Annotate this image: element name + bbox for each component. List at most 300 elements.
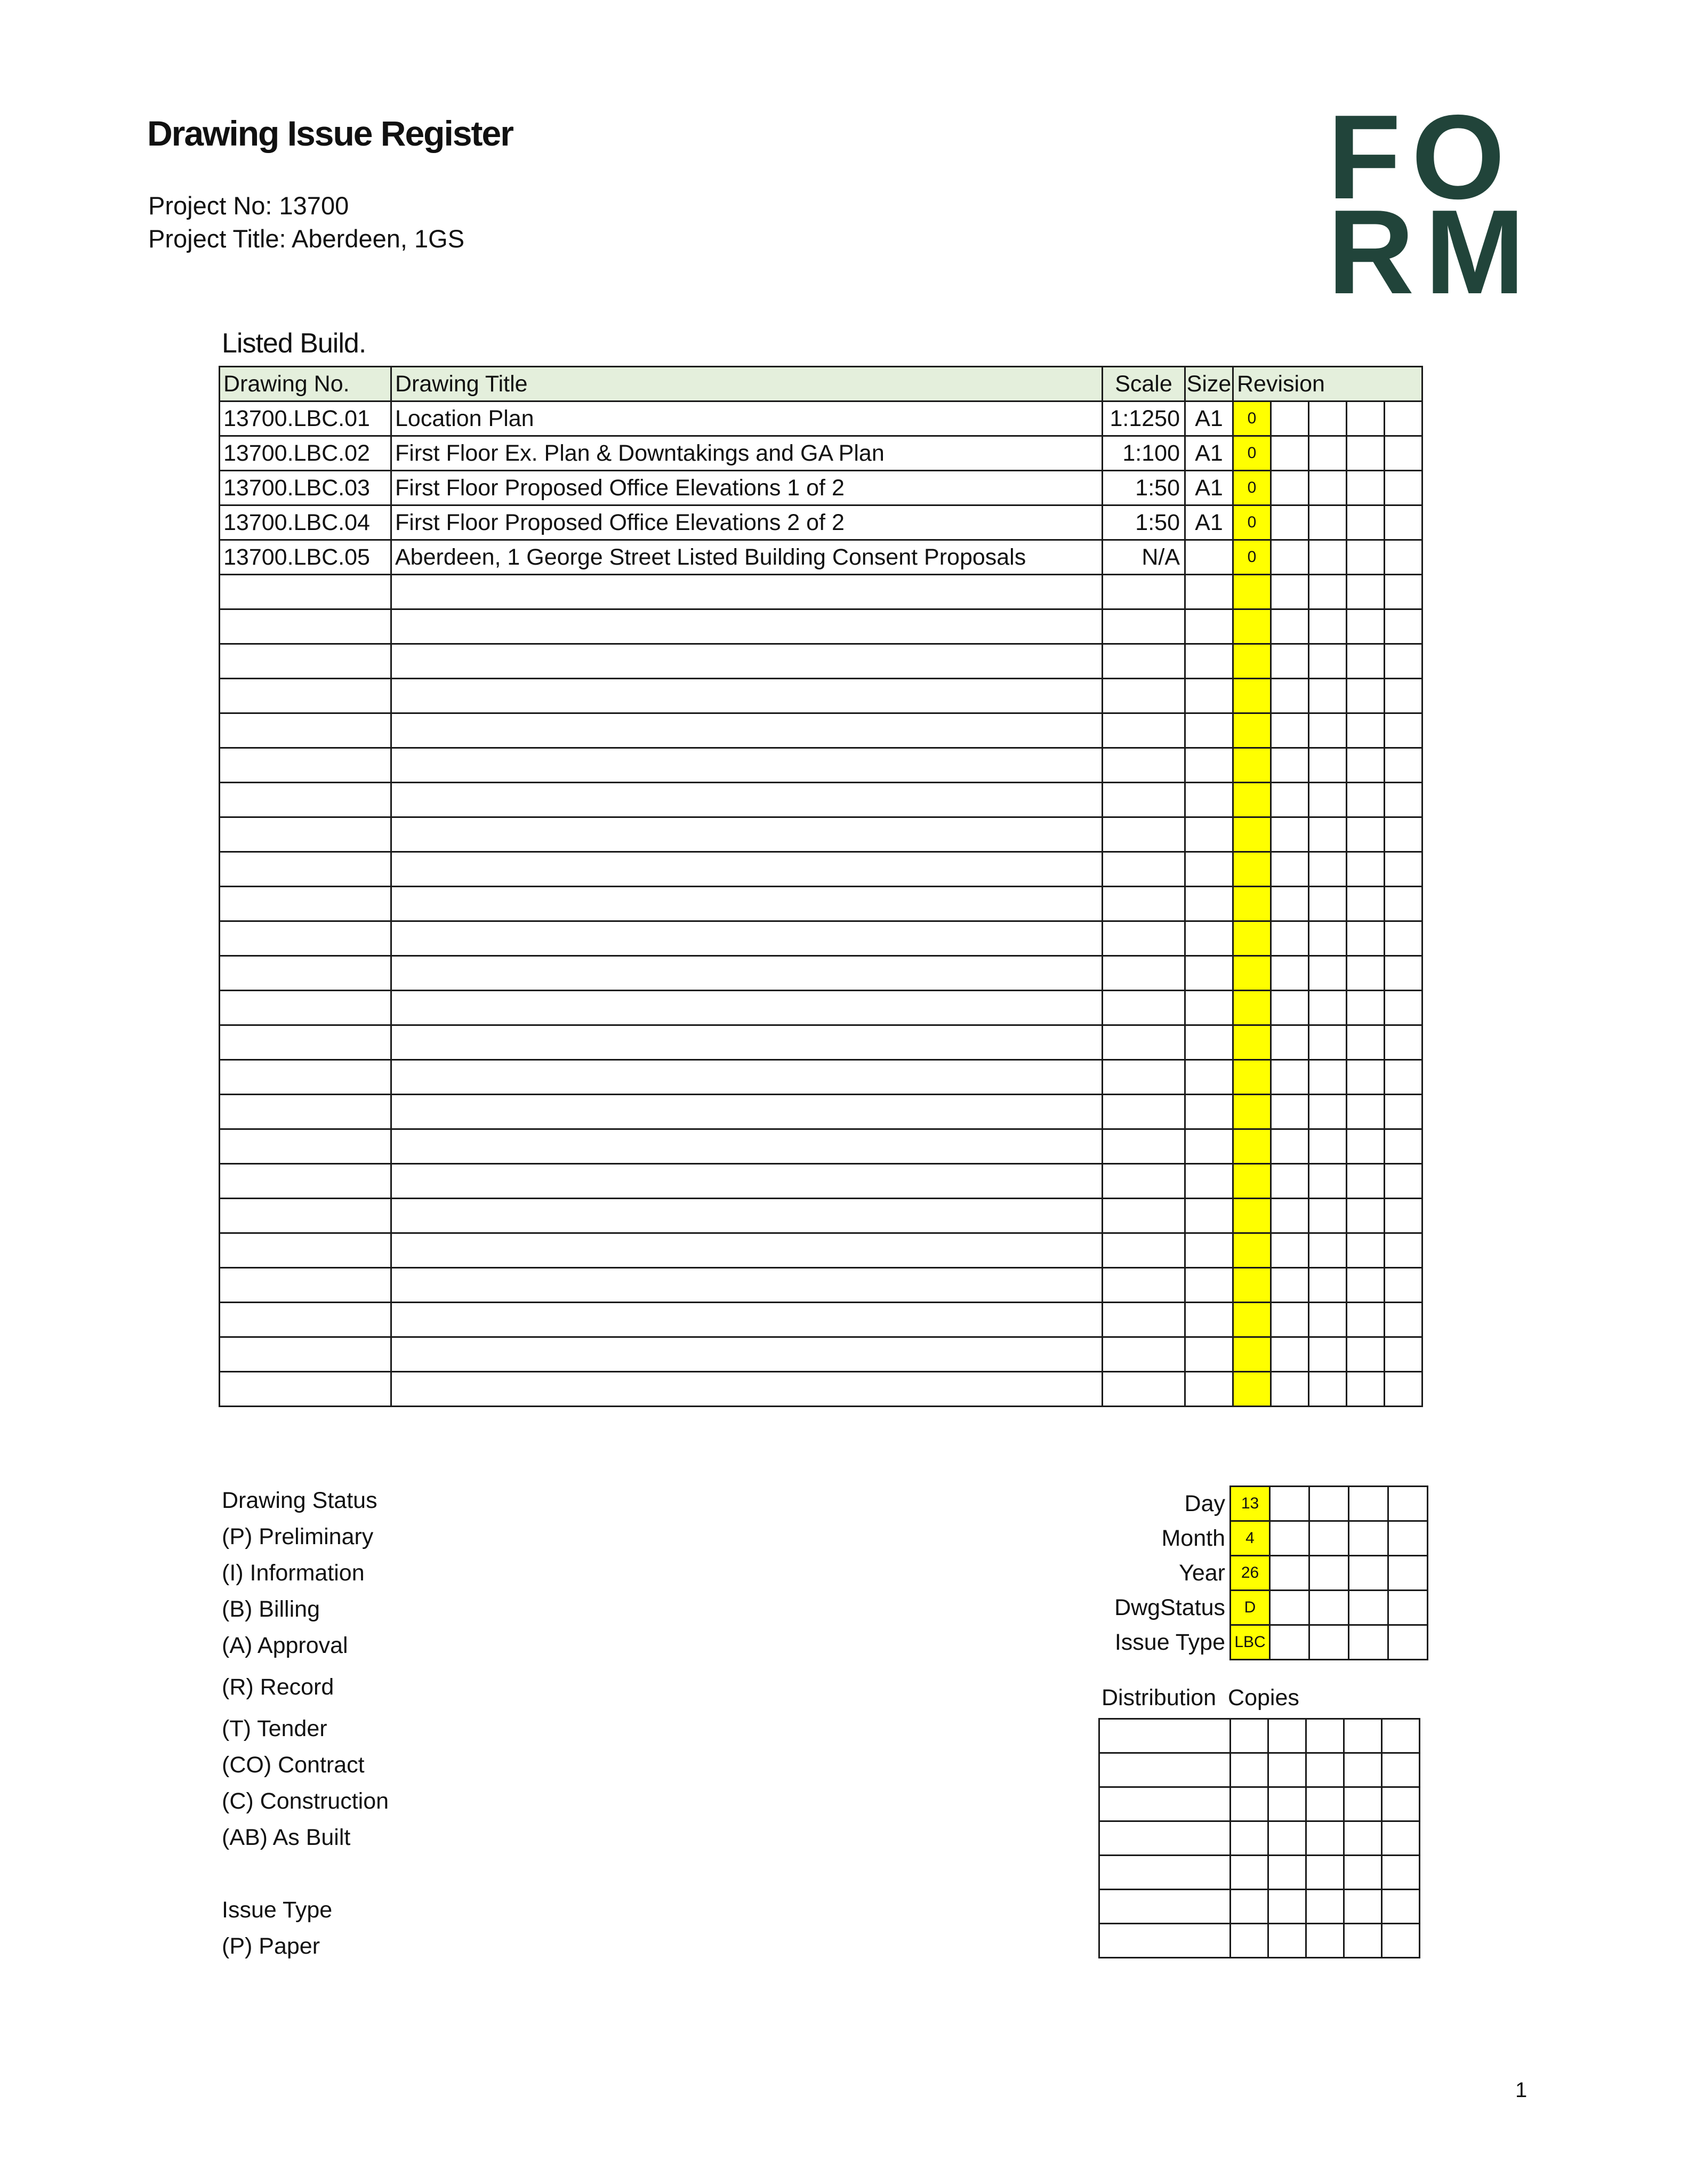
issue-info-row bbox=[1098, 1521, 1428, 1556]
cell-revision-empty bbox=[1385, 402, 1422, 436]
cell-scale bbox=[1103, 956, 1185, 991]
distribution-copies-cell bbox=[1344, 1890, 1382, 1924]
cell-revision-empty bbox=[1271, 1233, 1309, 1268]
cell-drawing-title bbox=[391, 609, 1103, 644]
cell-drawing-no bbox=[220, 1129, 391, 1164]
cell-revision-empty bbox=[1385, 1372, 1422, 1407]
cell-scale: 1:1250 bbox=[1103, 402, 1185, 436]
cell-revision bbox=[1233, 1164, 1271, 1199]
cell-revision-empty bbox=[1309, 713, 1347, 748]
cell-revision-empty bbox=[1385, 1268, 1422, 1303]
cell-revision bbox=[1233, 1268, 1271, 1303]
cell-revision-empty bbox=[1271, 921, 1309, 956]
issue-info-empty bbox=[1270, 1625, 1309, 1660]
table-row bbox=[220, 956, 1422, 991]
issue-info-label: Day bbox=[1184, 1490, 1225, 1516]
cell-drawing-no bbox=[220, 1303, 391, 1337]
cell-revision-empty bbox=[1271, 1337, 1309, 1372]
distribution-copies-cell bbox=[1231, 1821, 1268, 1856]
cell-scale bbox=[1103, 817, 1185, 852]
distribution-copies-cell bbox=[1382, 1821, 1420, 1856]
cell-revision-empty bbox=[1309, 505, 1347, 540]
issue-info-empty bbox=[1309, 1591, 1349, 1625]
table-row bbox=[220, 1372, 1422, 1407]
table-row bbox=[220, 609, 1422, 644]
issue-info-empty bbox=[1270, 1591, 1309, 1625]
distribution-recipient-cell bbox=[1099, 1787, 1231, 1821]
cell-scale bbox=[1103, 783, 1185, 817]
header-size: Size bbox=[1185, 367, 1233, 402]
header-scale: Scale bbox=[1103, 367, 1185, 402]
cell-revision-empty bbox=[1385, 471, 1422, 505]
cell-revision-empty bbox=[1347, 1372, 1385, 1407]
cell-size: A1 bbox=[1185, 471, 1233, 505]
distribution-copies-cell bbox=[1382, 1719, 1420, 1753]
cell-drawing-title bbox=[391, 1337, 1103, 1372]
cell-drawing-title bbox=[391, 852, 1103, 887]
cell-revision-empty bbox=[1271, 783, 1309, 817]
cell-revision-empty bbox=[1385, 887, 1422, 921]
cell-size bbox=[1185, 713, 1233, 748]
cell-revision-empty bbox=[1309, 679, 1347, 713]
distribution-recipient-cell bbox=[1099, 1924, 1231, 1958]
distribution-recipient-cell bbox=[1099, 1821, 1231, 1856]
cell-revision bbox=[1233, 609, 1271, 644]
table-row bbox=[220, 1060, 1422, 1095]
cell-revision bbox=[1233, 748, 1271, 783]
issue-info-empty bbox=[1388, 1487, 1428, 1521]
cell-revision-empty bbox=[1271, 505, 1309, 540]
cell-revision-empty bbox=[1309, 575, 1347, 609]
table-row bbox=[220, 1164, 1422, 1199]
cell-drawing-title bbox=[391, 1164, 1103, 1199]
cell-revision-empty bbox=[1309, 1303, 1347, 1337]
distribution-copies-cell bbox=[1231, 1787, 1268, 1821]
cell-size bbox=[1185, 783, 1233, 817]
cell-size bbox=[1185, 575, 1233, 609]
cell-revision-empty bbox=[1271, 1199, 1309, 1233]
header-drawing-no: Drawing No. bbox=[220, 367, 391, 402]
logo-line-2: RM bbox=[1328, 184, 1536, 319]
cell-scale bbox=[1103, 991, 1185, 1025]
status-item: (AB) As Built bbox=[222, 1825, 351, 1850]
distribution-recipient-cell bbox=[1099, 1719, 1231, 1753]
cell-revision bbox=[1233, 1337, 1271, 1372]
cell-drawing-title bbox=[391, 887, 1103, 921]
cell-revision-empty bbox=[1385, 1095, 1422, 1129]
cell-size: A1 bbox=[1185, 505, 1233, 540]
issue-info-label: Month bbox=[1161, 1525, 1225, 1551]
issue-info-value: 13 bbox=[1231, 1487, 1270, 1521]
table-row bbox=[220, 471, 1422, 505]
cell-drawing-no bbox=[220, 1372, 391, 1407]
cell-drawing-title bbox=[391, 921, 1103, 956]
distribution-copies-cell bbox=[1306, 1753, 1344, 1787]
status-item: (CO) Contract bbox=[222, 1752, 365, 1778]
cell-size bbox=[1185, 1199, 1233, 1233]
cell-revision bbox=[1233, 1233, 1271, 1268]
cell-drawing-title bbox=[391, 748, 1103, 783]
logo-line-1: FO bbox=[1328, 90, 1516, 224]
cell-drawing-title: Location Plan bbox=[391, 402, 1103, 436]
cell-drawing-title bbox=[391, 1199, 1103, 1233]
cell-revision-empty bbox=[1309, 1060, 1347, 1095]
cell-revision-empty bbox=[1347, 1095, 1385, 1129]
cell-revision bbox=[1233, 1025, 1271, 1060]
cell-revision-empty bbox=[1385, 679, 1422, 713]
cell-size bbox=[1185, 1164, 1233, 1199]
cell-scale bbox=[1103, 1129, 1185, 1164]
cell-drawing-no bbox=[220, 1025, 391, 1060]
issue-info-empty bbox=[1309, 1487, 1349, 1521]
cell-revision-empty bbox=[1309, 991, 1347, 1025]
cell-drawing-title bbox=[391, 991, 1103, 1025]
cell-revision-empty bbox=[1309, 817, 1347, 852]
table-row bbox=[220, 991, 1422, 1025]
cell-revision-empty bbox=[1347, 505, 1385, 540]
cell-revision-empty bbox=[1309, 1129, 1347, 1164]
cell-size bbox=[1185, 1095, 1233, 1129]
cell-revision-empty bbox=[1271, 956, 1309, 991]
distribution-copies-cell bbox=[1306, 1856, 1344, 1890]
cell-revision-empty bbox=[1347, 783, 1385, 817]
issue-info-empty bbox=[1388, 1625, 1428, 1660]
cell-revision-empty bbox=[1385, 540, 1422, 575]
cell-drawing-title bbox=[391, 1060, 1103, 1095]
cell-scale bbox=[1103, 887, 1185, 921]
cell-revision-empty bbox=[1347, 921, 1385, 956]
cell-revision-empty bbox=[1385, 783, 1422, 817]
distribution-copies-cell bbox=[1344, 1924, 1382, 1958]
issue-info-empty bbox=[1388, 1556, 1428, 1591]
cell-size bbox=[1185, 748, 1233, 783]
cell-scale bbox=[1103, 1303, 1185, 1337]
cell-revision-empty bbox=[1385, 1233, 1422, 1268]
cell-revision-empty bbox=[1347, 436, 1385, 471]
cell-revision bbox=[1233, 1199, 1271, 1233]
table-row bbox=[220, 644, 1422, 679]
cell-revision bbox=[1233, 852, 1271, 887]
cell-revision-empty bbox=[1309, 402, 1347, 436]
cell-revision-empty bbox=[1309, 1199, 1347, 1233]
issue-info-empty bbox=[1309, 1556, 1349, 1591]
cell-revision bbox=[1233, 921, 1271, 956]
table-row bbox=[220, 1303, 1422, 1337]
distribution-copies-cell bbox=[1382, 1890, 1420, 1924]
cell-drawing-title bbox=[391, 1129, 1103, 1164]
drawing-status-heading: Drawing Status bbox=[222, 1488, 377, 1513]
cell-drawing-title: First Floor Proposed Office Elevations 1 of 2 bbox=[391, 471, 1103, 505]
cell-revision-empty bbox=[1309, 1164, 1347, 1199]
cell-revision-empty bbox=[1271, 852, 1309, 887]
cell-revision-empty bbox=[1309, 436, 1347, 471]
cell-size bbox=[1185, 1233, 1233, 1268]
distribution-recipient-cell bbox=[1099, 1753, 1231, 1787]
distribution-recipient-cell bbox=[1099, 1890, 1231, 1924]
distribution-heading bbox=[1102, 1685, 1299, 1711]
cell-drawing-no bbox=[220, 817, 391, 852]
distribution-copies-cell bbox=[1306, 1787, 1344, 1821]
cell-drawing-title: First Floor Ex. Plan & Downtakings and GA Plan bbox=[391, 436, 1103, 471]
header-drawing-title: Drawing Title bbox=[391, 367, 1103, 402]
cell-revision-empty bbox=[1309, 921, 1347, 956]
distribution-row bbox=[1099, 1856, 1420, 1890]
cell-revision-empty bbox=[1347, 887, 1385, 921]
issue-info-empty bbox=[1270, 1487, 1309, 1521]
cell-revision-empty bbox=[1385, 956, 1422, 991]
drawing-register-table bbox=[219, 366, 1423, 1407]
cell-revision bbox=[1233, 644, 1271, 679]
cell-revision-empty bbox=[1271, 1268, 1309, 1303]
cell-size bbox=[1185, 1060, 1233, 1095]
cell-drawing-no bbox=[220, 1233, 391, 1268]
cell-revision-empty bbox=[1347, 679, 1385, 713]
issue-type-heading: Issue Type bbox=[222, 1897, 333, 1923]
cell-revision: 0 bbox=[1233, 505, 1271, 540]
cell-scale bbox=[1103, 1095, 1185, 1129]
cell-drawing-title bbox=[391, 1025, 1103, 1060]
cell-revision bbox=[1233, 575, 1271, 609]
cell-revision-empty bbox=[1347, 540, 1385, 575]
cell-scale bbox=[1103, 1164, 1185, 1199]
issue-info-row bbox=[1098, 1625, 1428, 1660]
cell-revision-empty bbox=[1347, 1233, 1385, 1268]
cell-revision-empty bbox=[1385, 505, 1422, 540]
table-row bbox=[220, 679, 1422, 713]
cell-size bbox=[1185, 921, 1233, 956]
cell-drawing-no bbox=[220, 852, 391, 887]
cell-drawing-title bbox=[391, 644, 1103, 679]
cell-revision-empty bbox=[1309, 1372, 1347, 1407]
issue-info-value: 4 bbox=[1231, 1521, 1270, 1556]
cell-scale bbox=[1103, 1199, 1185, 1233]
distribution-copies-cell bbox=[1306, 1890, 1344, 1924]
cell-revision bbox=[1233, 1060, 1271, 1095]
issue-info-empty bbox=[1349, 1521, 1388, 1556]
cell-drawing-no bbox=[220, 956, 391, 991]
status-item: (T) Tender bbox=[222, 1716, 327, 1741]
cell-revision-empty bbox=[1347, 991, 1385, 1025]
cell-size bbox=[1185, 1337, 1233, 1372]
cell-drawing-no bbox=[220, 1268, 391, 1303]
cell-drawing-no: 13700.LBC.04 bbox=[220, 505, 391, 540]
cell-drawing-no bbox=[220, 1199, 391, 1233]
table-row bbox=[220, 748, 1422, 783]
cell-revision bbox=[1233, 713, 1271, 748]
distribution-copies-cell bbox=[1231, 1753, 1268, 1787]
cell-drawing-no: 13700.LBC.05 bbox=[220, 540, 391, 575]
cell-revision-empty bbox=[1385, 1337, 1422, 1372]
distribution-copies-cell bbox=[1268, 1821, 1306, 1856]
project-number: Project No: 13700 bbox=[148, 191, 349, 220]
cell-drawing-title bbox=[391, 713, 1103, 748]
cell-drawing-title bbox=[391, 783, 1103, 817]
cell-scale bbox=[1103, 1337, 1185, 1372]
cell-revision-empty bbox=[1347, 1129, 1385, 1164]
distribution-copies-cell bbox=[1268, 1753, 1306, 1787]
cell-revision-empty bbox=[1347, 1303, 1385, 1337]
cell-drawing-no bbox=[220, 1164, 391, 1199]
table-row bbox=[220, 1129, 1422, 1164]
cell-revision-empty bbox=[1271, 817, 1309, 852]
cell-revision-empty bbox=[1271, 1025, 1309, 1060]
cell-revision-empty bbox=[1347, 1164, 1385, 1199]
cell-drawing-no: 13700.LBC.03 bbox=[220, 471, 391, 505]
cell-revision-empty bbox=[1385, 1060, 1422, 1095]
cell-size bbox=[1185, 991, 1233, 1025]
cell-revision-empty bbox=[1271, 991, 1309, 1025]
cell-revision bbox=[1233, 1129, 1271, 1164]
cell-revision bbox=[1233, 1303, 1271, 1337]
cell-size bbox=[1185, 540, 1233, 575]
issue-info-empty bbox=[1349, 1556, 1388, 1591]
table-row bbox=[220, 713, 1422, 748]
issue-info-empty bbox=[1388, 1591, 1428, 1625]
cell-revision-empty bbox=[1309, 1025, 1347, 1060]
table-row bbox=[220, 921, 1422, 956]
cell-revision-empty bbox=[1347, 1268, 1385, 1303]
cell-revision-empty bbox=[1271, 609, 1309, 644]
cell-size bbox=[1185, 609, 1233, 644]
cell-revision-empty bbox=[1271, 887, 1309, 921]
cell-scale bbox=[1103, 609, 1185, 644]
distribution-copies-cell bbox=[1344, 1856, 1382, 1890]
cell-drawing-no bbox=[220, 887, 391, 921]
cell-revision: 0 bbox=[1233, 402, 1271, 436]
cell-scale: 1:50 bbox=[1103, 505, 1185, 540]
cell-drawing-title: First Floor Proposed Office Elevations 2 of 2 bbox=[391, 505, 1103, 540]
table-row bbox=[220, 817, 1422, 852]
cell-drawing-no bbox=[220, 679, 391, 713]
distribution-label: Distribution bbox=[1102, 1685, 1217, 1711]
cell-size: A1 bbox=[1185, 436, 1233, 471]
table-header-row bbox=[220, 367, 1422, 402]
cell-revision-empty bbox=[1271, 1303, 1309, 1337]
cell-size bbox=[1185, 956, 1233, 991]
cell-revision-empty bbox=[1309, 644, 1347, 679]
cell-drawing-title bbox=[391, 956, 1103, 991]
cell-revision-empty bbox=[1347, 471, 1385, 505]
table-row bbox=[220, 505, 1422, 540]
cell-revision-empty bbox=[1309, 1095, 1347, 1129]
cell-revision-empty bbox=[1309, 783, 1347, 817]
cell-scale: N/A bbox=[1103, 540, 1185, 575]
distribution-copies-cell bbox=[1344, 1787, 1382, 1821]
cell-revision-empty bbox=[1347, 1060, 1385, 1095]
cell-revision-empty bbox=[1385, 1129, 1422, 1164]
cell-drawing-no bbox=[220, 991, 391, 1025]
cell-size bbox=[1185, 1303, 1233, 1337]
cell-scale: 1:50 bbox=[1103, 471, 1185, 505]
cell-revision-empty bbox=[1385, 575, 1422, 609]
cell-revision-empty bbox=[1309, 471, 1347, 505]
distribution-copies-cell bbox=[1231, 1719, 1268, 1753]
cell-scale bbox=[1103, 679, 1185, 713]
cell-revision-empty bbox=[1271, 471, 1309, 505]
distribution-row bbox=[1099, 1787, 1420, 1821]
issue-info-row bbox=[1098, 1591, 1428, 1625]
cell-revision-empty bbox=[1385, 748, 1422, 783]
header-revision: Revision bbox=[1233, 367, 1422, 402]
cell-scale bbox=[1103, 644, 1185, 679]
cell-revision-empty bbox=[1271, 575, 1309, 609]
cell-size bbox=[1185, 887, 1233, 921]
status-item: (P) Preliminary bbox=[222, 1524, 374, 1549]
cell-drawing-title: Aberdeen, 1 George Street Listed Building Consent Proposals bbox=[391, 540, 1103, 575]
issue-info-label: Year bbox=[1179, 1560, 1225, 1586]
status-item: (I) Information bbox=[222, 1560, 365, 1586]
issue-info-table bbox=[1098, 1486, 1428, 1660]
cell-revision-empty bbox=[1347, 1199, 1385, 1233]
cell-revision-empty bbox=[1309, 1268, 1347, 1303]
issue-info-empty bbox=[1270, 1521, 1309, 1556]
cell-size bbox=[1185, 852, 1233, 887]
distribution-copies-cell bbox=[1268, 1856, 1306, 1890]
cell-revision-empty bbox=[1271, 402, 1309, 436]
cell-drawing-no bbox=[220, 1337, 391, 1372]
cell-revision bbox=[1233, 679, 1271, 713]
cell-revision-empty bbox=[1385, 436, 1422, 471]
form-logo bbox=[1328, 90, 1536, 319]
issue-info-empty bbox=[1388, 1521, 1428, 1556]
table-row bbox=[220, 783, 1422, 817]
cell-revision-empty bbox=[1385, 1199, 1422, 1233]
status-item: (A) Approval bbox=[222, 1633, 348, 1658]
cell-drawing-no: 13700.LBC.01 bbox=[220, 402, 391, 436]
table-row bbox=[220, 1199, 1422, 1233]
cell-revision-empty bbox=[1385, 1303, 1422, 1337]
cell-revision-empty bbox=[1385, 609, 1422, 644]
cell-revision-empty bbox=[1385, 713, 1422, 748]
distribution-copies-cell bbox=[1306, 1719, 1344, 1753]
cell-scale bbox=[1103, 852, 1185, 887]
table-row bbox=[220, 1233, 1422, 1268]
issue-info-row bbox=[1098, 1556, 1428, 1591]
table-row bbox=[220, 402, 1422, 436]
distribution-copies-cell bbox=[1382, 1856, 1420, 1890]
table-row bbox=[220, 540, 1422, 575]
cell-size bbox=[1185, 679, 1233, 713]
cell-drawing-no bbox=[220, 1060, 391, 1095]
distribution-copies-cell bbox=[1268, 1924, 1306, 1958]
distribution-copies-cell bbox=[1306, 1924, 1344, 1958]
cell-scale bbox=[1103, 1060, 1185, 1095]
cell-drawing-title bbox=[391, 1095, 1103, 1129]
cell-revision-empty bbox=[1271, 1060, 1309, 1095]
cell-revision-empty bbox=[1271, 679, 1309, 713]
cell-revision-empty bbox=[1309, 852, 1347, 887]
cell-size bbox=[1185, 1025, 1233, 1060]
cell-drawing-no bbox=[220, 609, 391, 644]
cell-drawing-title bbox=[391, 679, 1103, 713]
cell-revision-empty bbox=[1347, 609, 1385, 644]
cell-revision-empty bbox=[1309, 748, 1347, 783]
cell-revision-empty bbox=[1385, 644, 1422, 679]
cell-revision-empty bbox=[1271, 644, 1309, 679]
issue-info-value: D bbox=[1231, 1591, 1270, 1625]
distribution-copies-cell bbox=[1344, 1719, 1382, 1753]
distribution-copies-cell bbox=[1231, 1856, 1268, 1890]
cell-drawing-no bbox=[220, 921, 391, 956]
cell-drawing-no bbox=[220, 1095, 391, 1129]
cell-revision-empty bbox=[1271, 713, 1309, 748]
issue-type-item: (P) Paper bbox=[222, 1933, 320, 1959]
cell-revision-empty bbox=[1385, 817, 1422, 852]
cell-revision-empty bbox=[1385, 852, 1422, 887]
distribution-copies-cell bbox=[1382, 1787, 1420, 1821]
cell-revision-empty bbox=[1309, 887, 1347, 921]
cell-scale bbox=[1103, 1372, 1185, 1407]
